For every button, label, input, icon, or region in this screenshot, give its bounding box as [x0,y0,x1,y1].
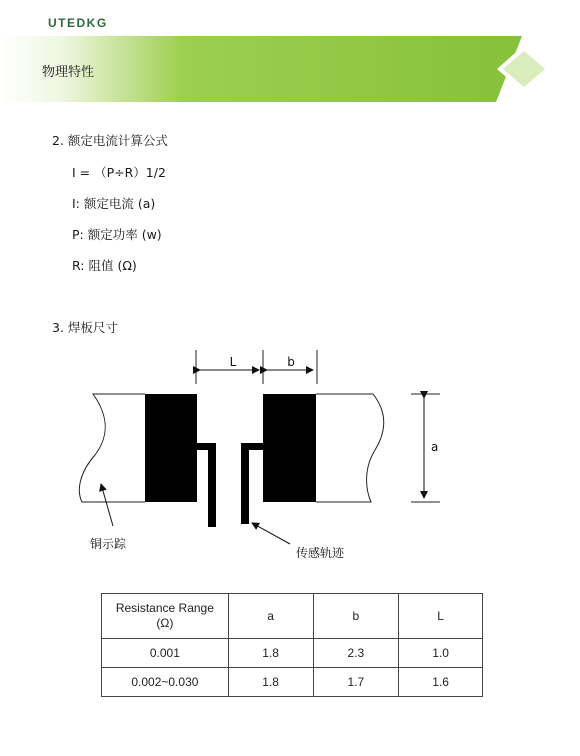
cell-a: 1.8 [228,639,313,668]
table-header-row [102,594,483,639]
left-substrate-outline [79,394,145,502]
header-resistance-range [102,594,229,639]
header-resistance-range-label: Resistance Range [115,601,214,615]
cell-L: 1.6 [399,668,483,697]
right-sense-trace-stub [241,443,263,450]
table-row [102,668,483,697]
copper-trace-label: 铜示踪 [90,537,127,551]
formula-section-title: 2. 额定电流计算公式 [52,133,168,148]
cell-b: 1.7 [313,668,399,697]
right-sense-trace [241,450,249,524]
pad-section-title: 3. 焊板尺寸 [52,320,118,335]
dimension-label-L: L [229,355,237,369]
dimension-label-b: b [287,355,295,369]
cell-resistance: 0.001 [102,639,229,668]
banner-title: 物理特性 [42,65,95,80]
header-b: b [313,594,399,639]
header-a: a [228,594,313,639]
left-sense-trace [208,450,216,527]
cell-L: 1.0 [399,639,483,668]
dimension-label-a: a [431,440,439,454]
sensing-trace-leader [252,523,290,544]
right-pad [263,394,316,502]
cell-resistance: 0.002~0.030 [102,668,229,697]
formula-line: I = （P÷R）1/2 [72,165,166,180]
sensing-trace-label: 传感轨迹 [296,546,345,560]
header-resistance-unit: (Ω) [156,616,174,630]
cell-b: 2.3 [313,639,399,668]
formula-line: P: 额定功率 (w) [72,227,162,242]
left-sense-trace-stub [197,443,216,450]
formula-line: I: 额定电流 (a) [72,196,156,211]
left-pad [145,394,197,502]
header-L: L [399,594,483,639]
copper-trace-leader [101,484,113,526]
pad-size-table [101,593,483,697]
right-substrate-outline [316,394,384,502]
formula-line: R: 阻值 (Ω) [72,258,137,273]
table-row [102,639,483,668]
brand-logo-text: UTEDKG [48,16,108,30]
cell-a: 1.8 [228,668,313,697]
